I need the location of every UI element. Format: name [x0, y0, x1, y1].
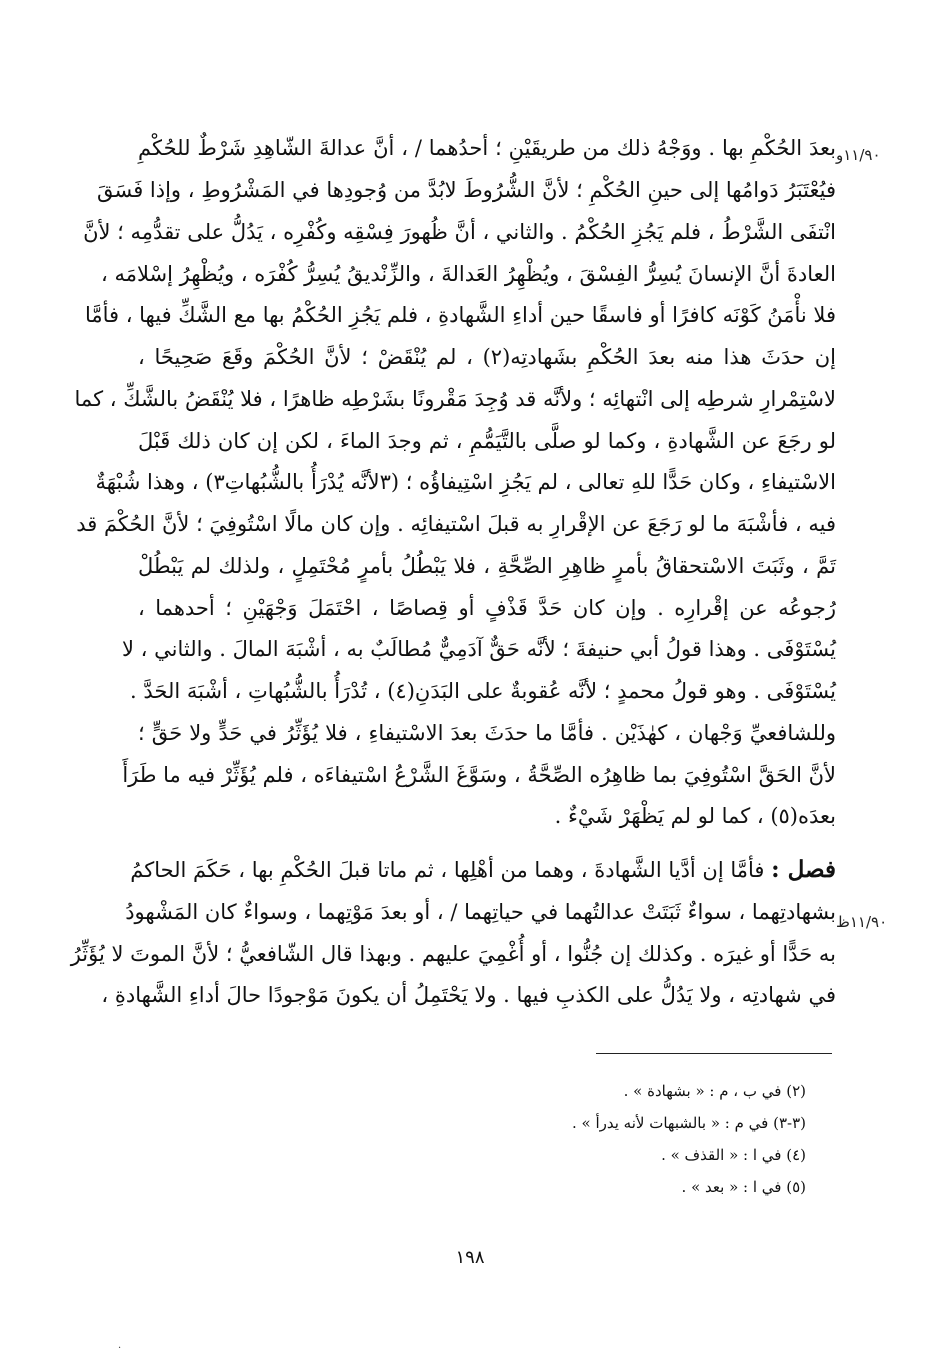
footnote: (٥) في ا : « بعد » .	[681, 1178, 806, 1196]
footnote-divider	[596, 1053, 832, 1054]
body-line: به حَدًّا أو غيرَه . وكذلك إن جُنُّوا ، أو أُغْمِيَ عليهم . وبهذا قال الشّافعيُّ ؛ لأنَّ الموتَ لا يُؤَثِّرُ	[70, 942, 836, 966]
margin-marker-folio: ١١/٩٠ظ	[836, 913, 888, 931]
body-line: فلا نأْمَنُ كَوْنَه كافرًا أو فاسقًا حين أداءِ الشَّهادةِ ، فلم يَجُزِ الحُكْمُ بها مع الشَّكِّ فيها ، فأمَّا	[84, 303, 836, 327]
body-line: تَمَّ ، وثَبَتَ الاسْتحقاقُ بأمرٍ ظاهِرِ الصِّحَّةِ ، فلا يَبْطُلُ بأمرٍ مُحْتَمِلٍ ، ولذلك لم يَبْطُلْ	[138, 554, 836, 578]
body-line: العادةَ أنَّ الإنسانَ يُسِرُّ الفِسْقَ ، ويُظْهِرُ العَدالةَ ، والزِّنْديقُ يُسِرُّ كُفْرَه ، ويُظْهِرُ إسْلامَه ،	[101, 262, 836, 286]
body-line: لاسْتِمْرارِ شرطِه إلى انْتهائِه ؛ ولأنَّه قد وُجِدَ مَقْرونًا بشَرْطِه ظاهرًا ، فلا يُنْقَضُ بالشَّكِّ ، كما	[74, 387, 836, 411]
body-line: انْتفَى الشَّرْطُ ، فلم يَجُزِ الحُكْمُ . والثاني ، أنَّ ظُهورَ فِسْقِه وكُفْرِه ، يَدُلُّ على تقدُّمِه ؛ لأنَّ	[83, 220, 836, 244]
margin-marker-folio: ١١/٩٠و	[836, 146, 881, 164]
body-line: يُسْتَوْفَى . وهذا قولُ أبي حنيفةَ ؛ لأنَّه حَقٌّ آدَمِيٌّ مُطالَبٌ به ، أشْبَهَ المالَ . والثاني ، لا	[122, 637, 836, 661]
body-line: الاسْتيفاءِ ، وكان حَدًّا للهِ تعالى ، لم يَجُزِ اسْتِيفاؤُه ؛ (٣لأنَّه يُدْرَأُ بالشُّبُهاتِ٣) ، وهذا شُبْهَةٌ	[95, 470, 836, 494]
body-line: لو رجَعَ عن الشَّهادةِ ، وكما لو صلَّى بالتَّيَمُّمِ ، ثم وجدَ الماءَ ، لكن إن كان ذلك قَبْلَ	[138, 429, 836, 453]
page-number: ١٩٨	[455, 1247, 485, 1268]
footnote: (٣-٣) في م : « بالشبهات لأنه يدرأ » .	[571, 1114, 806, 1132]
body-line: بشهادتِهما ، سواءٌ ثَبَتَتْ عدالتُهما في حياتِهما / ، أو بعدَ مَوْتِهما ، وسواءٌ كان المَشْهودُ	[125, 900, 836, 924]
body-line: يُسْتَوْفَى . وهو قولُ محمدٍ ؛ لأنَّه عُقوبةٌ على البَدَنِ(٤) ، تُدْرَأُ بالشُّبُهاتِ ، أشْبَهَ الحَدَّ .	[130, 679, 836, 703]
body-line: في شهادتِه ، ولا يَدُلُّ على الكذبِ فيها . ولا يَحْتَمِلُ أن يكونَ مَوْجودًا حالَ أداءِ الشَّهادةِ ،	[101, 983, 836, 1007]
section-label: فصل :	[771, 856, 836, 883]
body-line: بعدَ الحُكْمِ بها . ووَجْهُ ذلك من طريقَيْنِ ؛ أحدُهما / ، أنَّ عدالةَ الشّاهِدِ شَرْطٌ للحُكْمِ	[138, 136, 836, 160]
footnote: (٤) في ا : « القذف » .	[661, 1146, 806, 1164]
body-line: فيُعْتَبَرُ دَوامُها إلى حينِ الحُكْمِ ؛ لأنَّ الشُّرُوطَ لابُدَّ من وُجودِها في المَشْرُوطِ ، وإذا فَسَقَ	[96, 178, 836, 202]
scan-speck: ·	[118, 1343, 122, 1354]
footnote: (٢) في ب ، م : « بشهادة » .	[623, 1082, 806, 1100]
body-line: فيه ، فأشْبَهَ ما لو رَجَعَ عن الإقْرارِ به قبلَ اسْتيفائِه . وإن كان مالًا اسْتُوفِيَ ؛ لأنَّ الحُكْمَ قد	[76, 512, 836, 536]
section-line-text: فأمَّا إن أدَّيا الشَّهادةَ ، وهما من أهْلِها ، ثم ماتا قبلَ الحُكْمِ بها ، حَكَمَ الحاكمُ	[130, 858, 765, 882]
body-line: رُجوعُه عن إقْرارِه . وإن كان حَدَّ قَذْفٍ أو قِصاصًا ، احْتَمَلَ وَجْهَيْنِ ؛ أحدهما ،	[138, 596, 836, 620]
section-first-line	[130, 852, 836, 888]
body-line: وللشافعيِّ وَجْهان ، كهٰذَيْن . فأمَّا ما حدَثَ بعدَ الاسْتيفاءِ ، فلا يُؤَثِّرُ في حَدٍّ ولا حَقٍّ ؛	[138, 721, 836, 745]
body-line: لأنَّ الحَقَّ اسْتُوفِيَ بما ظاهِرُه الصِّحَّةُ ، وسَوَّغَ الشَّرْعُ اسْتيفاءَه ، فلم يُؤَثِّرْ فيه ما طَرَأَ	[122, 763, 836, 787]
body-line: بعدَه(٥) ، كما لو لم يَظْهَرْ شَيْءٌ .	[554, 804, 836, 828]
body-line: إن حدَثَ هذا منه بعدَ الحُكْمِ بشَهادتِه(٢) ، لم يُنْقَضْ ؛ لأنَّ الحُكْمَ وقَعَ صَحِيحًا ،	[138, 345, 836, 369]
